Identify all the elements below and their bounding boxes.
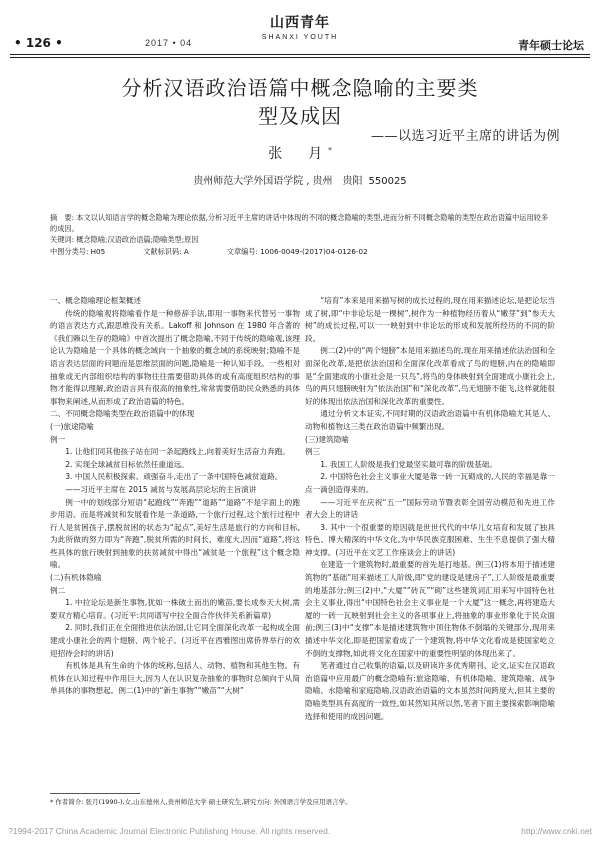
- abstract-block: [50, 212, 550, 257]
- section-heading: 二、不同概念隐喻类型在政治语篇中的体现: [50, 409, 195, 419]
- affiliation-city: 贵州 贵阳: [312, 176, 363, 187]
- abstract-text: 摘 要: 本文以认知语言学的概念隐喻为理论依据,分析习近平主席的讲话中体现的不同的概念隐喻的类型,进而分析不同概念隐喻的类型在政治语篇中运用较多的成因。: [50, 213, 549, 233]
- copyright-text: ?1994-2017 China Academic Journal Electronic Publishing House. All rights reserved.: [8, 826, 331, 836]
- body-paragraph: 3. 其中一个很重要的原因就是世世代代的中华儿女培育和发展了独具特色、博大精深的中华文化,为中华民族克服困难、生生不息提供了强大精神支撑。(习近平在文艺工作座谈会上的讲话): [305, 522, 555, 557]
- article-number: 文章编号: 1006-0049-(2017)04-0126-02: [226, 247, 368, 256]
- section-name: 青年硕士论坛: [518, 39, 584, 52]
- header-rule-thick: [10, 54, 590, 55]
- affiliation-postcode: 550025: [368, 176, 407, 187]
- body-right-column: [305, 295, 555, 723]
- body-paragraph: 2. 中国特色社会主义事业大厦是靠一砖一瓦砌成的,人民的幸福是靠一点一滴创造得来的。: [305, 472, 555, 494]
- body-paragraph: 例一中的划线部分短语“起跑线”“奔跑”“道路”“道路”不是字面上的跑步用语。而是将减贫和发展看作是一条道路,一个旅行过程,这个旅行过程中行人是贫困孩子,摆脱贫困的状态为“起点”,美好生活是旅行的方向和目标,为此所做的努力即为“奔跑”,脱贫所需的时间长、难度大,因而“道路”,将这些具体的旅行映射到抽象的扶贫减贫中得出“减贫是一个旅程”这个概念隐喻。: [50, 497, 300, 570]
- section-heading: 例三: [305, 447, 321, 457]
- journal-name-en: SHANXI YOUTH: [261, 34, 339, 41]
- author-name: 张 月: [268, 146, 329, 162]
- title-line-2: 型及成因: [258, 104, 342, 128]
- section-heading: (二)有机体隐喻: [50, 573, 102, 583]
- author-footnote-mark: *: [328, 146, 332, 155]
- author-footnote: * 作者简介: 张月(1990-),女,山东德州人,贵州师范大学 硕士研究生,研究方向: 外国语言学及应用语言学。: [50, 798, 352, 806]
- section-heading: 例一: [50, 434, 66, 444]
- cnki-url: http://www.cnki.net: [521, 826, 592, 836]
- footnote-rule: [50, 793, 140, 794]
- body-paragraph: “培育”本来是用来描写树的成长过程的,现在用来描述论坛,是把论坛当成了树,即“中非论坛是一棵树”,树作为一种植物经历着从“嫩芽”到“参天大树”的成长过程,可以一一映射到中非论坛的形成和发展所经历的不同的阶段。: [305, 296, 555, 343]
- copyright-line: [8, 826, 592, 836]
- body-paragraph: 有机体是具有生命的个体的统称,包括人、动物、植物和其他生物。有机体在认知过程中作用巨大,因为人在认识复杂抽象的事物时总倾向于从简单具体的事物想起。例二(1)中的“新生事物”“嫩苗”“大树”: [50, 661, 300, 696]
- body-paragraph: 传统的隐喻观将隐喻看作是一种修辞手法,即用一事物来代替另一事物的语言表达方式,跟思维没有关系。Lakoff 和 Johnson 在 1980 年合著的《我们赖以生存的隐喻》中首次提出了概念隐喻,不同于传统的隐喻观,该理论认为隐喻是一个具体的概念域向一个抽象的概念域的系统映射;隐喻不是语言表达层面的问题而是思维层面的问题,隐喻是一种认知手段。一些相对抽象或无内部组织结构的事物往往需要借助具体的或有高度组织结构的事物才能得以理解,政治语言具有很高的抽象性,常常需要借助民众熟悉的具体事物来阐述,从而形成了政治语篇的特色。: [50, 308, 300, 406]
- journal-name: [0, 12, 600, 41]
- body-paragraph: 2. 同时,我们正在全面推进依法治国,让它同全面深化改革一起构成全面建成小康社会的两个翅膀、两个轮子。(习近平在西雅图出席侨界举行的欢迎招待会时的讲话): [50, 623, 300, 658]
- body-paragraph: 2. 实现全球减贫目标依然任重道远。: [65, 459, 189, 469]
- body-paragraph: ——习近平主席在 2015 减贫与发展高层论坛的主旨演讲: [65, 484, 257, 494]
- body-paragraph: 1. 让他们同其他孩子站在同一条起跑线上,向着美好生活奋力奔跑。: [65, 447, 290, 457]
- body-paragraph: 1. 中拉论坛是新生事物,犹如一株破土而出的嫩苗,要长成参天大树,需要双方精心培育。(习近平:共同谱写中拉全面合作伙伴关系新篇章): [50, 598, 300, 620]
- section-heading: (一)旅途隐喻: [50, 421, 94, 431]
- affiliation: 贵州师范大学外国语学院 , 贵州 贵阳 550025: [193, 176, 407, 187]
- classification-meta: [50, 246, 550, 257]
- subtitle: ——以选习近平主席的讲话为例: [370, 129, 560, 144]
- document-code: 文献标识码: A: [143, 247, 189, 256]
- page-number: • 126 •: [14, 36, 63, 50]
- body-paragraph: 1. 我国工人阶级是我们党最坚实最可靠的阶级基础。: [320, 459, 497, 469]
- affiliation-institution: 贵州师范大学外国语学院: [193, 176, 304, 187]
- section-heading: 例二: [50, 585, 66, 595]
- body-paragraph: 3. 中国人民积极探索、顽强奋斗,走出了一条中国特色减贫道路。: [65, 472, 283, 482]
- body-paragraph: 在建造一个建筑物时,最重要的首先是打地基。例三(1)将本用于描述建筑物的“基础”用来描述工人阶级,即“党的建设是建房子”,工人阶级是最重要的地基部分;例三(2)中,“大厦”“砖瓦”“砌”这些建筑词汇用来写中国特色社会主义事业,得出“中国特色社会主义事业是一个大厦”这一概念,再将建造大厦的一砖一瓦映射到社会主义的各项事业上,将抽象的事业形象化于民众面前;例三(3)中“支撑”本是描述建筑物中顶住物体不倒塌的关键部分,现用来描述中华文化,即是把国家看成了一个建筑物,将中华文化看成是使国家屹立不倒的支撑物,如此将文化在国家中的重要性明显的体现出来了。: [305, 560, 555, 658]
- body-paragraph: 例二(2)中的“两个翅膀”本是用来描述鸟的,现在用来描述依法治国和全面深化改革,是把依法治国和全面深化改革看成了鸟的翅膀,内在的隐喻即是“全面建成的小康社会是一只鸟”,将鸟的身体映射到全面建成小康社会上,鸟的两只翅膀映射为“依法治国”和“深化改革”,鸟无翅膀不能飞,这样就能很好的体现出依法治国和深化改革的重要性。: [305, 346, 555, 406]
- author: [0, 143, 600, 163]
- section-heading: 一、概念隐喻理论框架概述: [50, 296, 142, 305]
- body-left-column: [50, 295, 300, 698]
- header-rule-thin: [10, 57, 590, 58]
- keywords: 关键词: 概念隐喻;汉语政治语篇;隐喻类型;原因: [50, 235, 199, 244]
- title-line-1: 分析汉语政治语篇中概念隐喻的主要类: [121, 76, 479, 100]
- journal-name-cn: 山西青年: [270, 15, 330, 31]
- body-paragraph: ——习近平在庆祝“五一”国际劳动节暨表彰全国劳动模范和先进工作者大会上的讲话: [305, 497, 555, 520]
- body-paragraph: 笔者通过自己收集的语篇,以及研读许多优秀期刊、论文,证实在汉语政治语篇中应用最广的概念隐喻有:旅途隐喻、有机体隐喻、建筑隐喻、战争隐喻、水隐喻和家庭隐喻,汉语政治语篇的文本虽然时间跨度大,但其主要的隐喻类型具有高度的一致性,如其然知其所以然,笔者下面主要探索影响隐喻选择和使用的成因问题。: [305, 661, 555, 721]
- clc-number: 中图分类号: H05: [50, 247, 106, 256]
- year-issue: 2017 • 04: [145, 38, 193, 48]
- body-paragraph: 通过分析文本证实,不同时期的汉语政治语篇中有机体隐喻尤其是人、动物和植物这三类在政治语篇中频繁出现。: [305, 409, 555, 431]
- section-heading: (三)建筑隐喻: [305, 434, 349, 444]
